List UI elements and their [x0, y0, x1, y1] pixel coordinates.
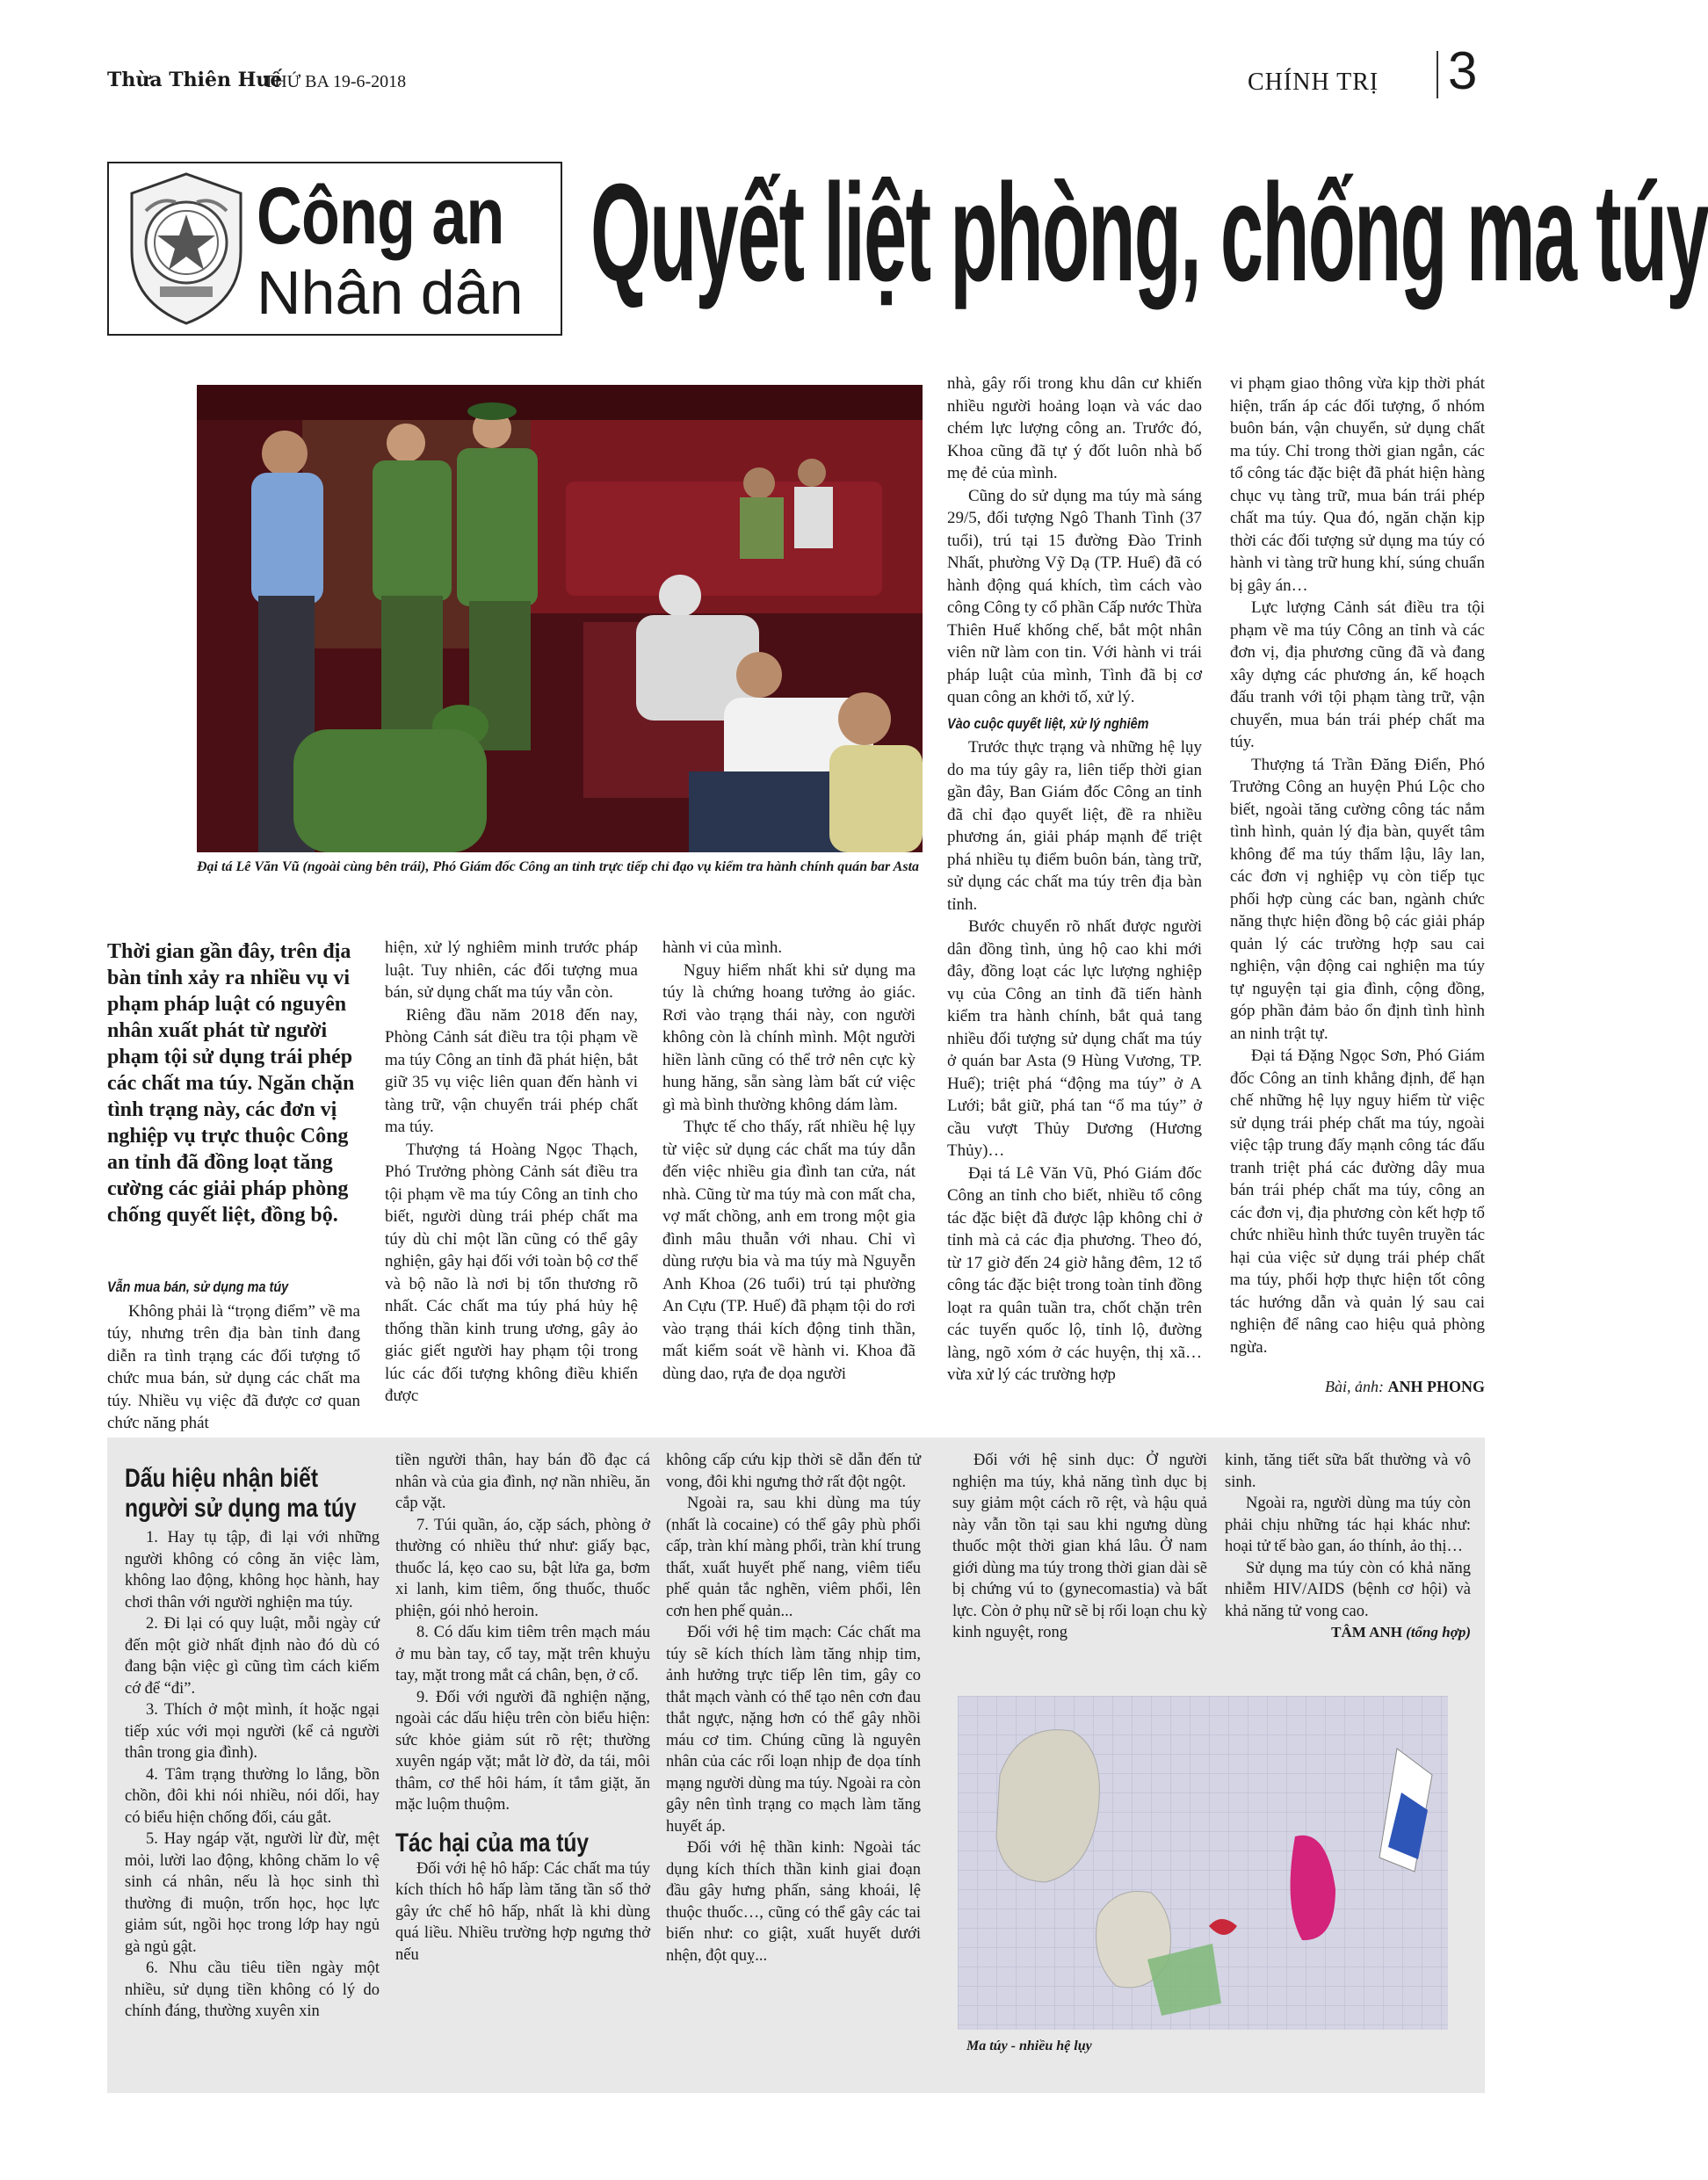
paragraph: Ngoài ra, sau khi dùng ma túy (nhất là cocaine) có thể gây phù phổi cấp, tràn khí màng phổi, tràn khí trung thất, xuất huyết phế nang, viêm tiểu phế quản tắc nghẽn, viêm phổi, lên cơn hen phế quản...: [666, 1495, 921, 1620]
paragraph: hiện, xử lý nghiêm minh trước pháp luật. Tuy nhiên, các đối tượng mua bán, sử dụng chất ma túy vẫn còn.: [385, 938, 638, 1002]
box-title-harm: Tác hại của ma túy: [395, 1828, 590, 1858]
paragraph: Trước thực trạng và những hệ lụy do ma túy gây ra, liên tiếp thời gian gần đây, Ban Giám đốc Công an tỉnh đã chỉ đạo quyết liệt, đề ra nhiều phương án, giải pháp mạnh để triệt phá nhiều tụ điểm buôn bán, tàng trữ, sử dụng các chất ma túy trên địa bàn tỉnh.: [947, 738, 1202, 914]
section-label: CHÍNH TRỊ: [1248, 69, 1379, 96]
list-item: 4. Tâm trạng thường lo lắng, bồn chồn, đôi khi nói nhiều, nói dối, hay có biểu hiện chống đối, cáu gắt.: [125, 1765, 380, 1827]
issue-date: THỨ BA 19-6-2018: [264, 72, 407, 91]
signature-note: (tổng hợp): [1406, 1624, 1471, 1640]
list-item: 7. Túi quần, áo, cặp sách, phòng ở thường có nhiều thứ như: giấy bạc, thuốc lá, kẹo cao su, bật lửa ga, bơm xi lanh, kim tiêm, ống thuốc, thuốc phiện, gói nhỏ heroin.: [395, 1516, 650, 1620]
masthead-divider: [1437, 51, 1438, 98]
byline: [1230, 1378, 1485, 1396]
box-title-line1: Dấu hiệu nhận biết: [125, 1464, 319, 1493]
logo-title-line1: Công an: [257, 171, 504, 261]
box-title-line2: người sử dụng ma túy: [125, 1494, 357, 1523]
paragraph: Riêng đầu năm 2018 đến nay, Phòng Cảnh sát điều tra tội phạm về ma túy Công an tỉnh đã phát hiện, bắt giữ 35 vụ việc liên quan đến hành vi tàng trữ, vận chuyển trái phép chất ma túy.: [385, 1005, 638, 1136]
article-column-4: [947, 373, 1202, 1387]
page-number: 3: [1448, 41, 1478, 100]
list-item: 8. Có dấu kim tiêm trên mạch máu ở mu bàn tay, cổ tay, mặt trên khuỷu tay, mặt trong mắt cá chân, bẹn, ở cổ.: [395, 1624, 650, 1684]
box-column-4: [952, 1450, 1207, 1644]
paragraph: Đối với hệ sinh dục: Ở người nghiện ma túy, khả năng tình dục bị suy giảm một cách rõ rệt, và hậu quả này vẫn tồn tại sau khi ngưng dùng thuốc một thời gian khá lâu. Ở nam giới dùng ma túy trong thời gian dài sẽ bị chứng vú to (gynecomastia) và bất lực. Còn ở phụ nữ sẽ bị rối loạn chu kỳ kinh nguyệt, rong: [952, 1452, 1207, 1641]
paragraph: không cấp cứu kịp thời sẽ dẫn đến tử vong, đôi khi ngưng thở rất đột ngột.: [666, 1452, 921, 1491]
drug-photo: [958, 1696, 1448, 2030]
box-column-1: [125, 1464, 380, 2023]
signature-name: TÂM ANH: [1331, 1624, 1402, 1640]
paragraph: Đối với hệ tim mạch: Các chất ma túy sẽ kích thích làm tăng nhịp tim, ảnh hưởng trực tiếp lên tim, gây co thắt mạch vành có thể tạo nên cơn đau thắt ngực, nặng hơn có thể gây nhồi máu cơ tim. Chúng cũng là nguyên nhân của các rối loạn nhịp đe dọa tính mạng người dùng ma túy. Ngoài ra còn gây nên tình trạng co mạch làm tăng huyết áp.: [666, 1624, 921, 1836]
logo-title-line2: Nhân dân: [257, 258, 524, 327]
article-column-2: [385, 937, 638, 1408]
box-column-3: [666, 1450, 921, 1966]
byline-name: ANH PHONG: [1387, 1378, 1485, 1395]
subheading-1: Vẫn mua bán, sử dụng ma túy: [107, 1278, 289, 1295]
lead-paragraph: Thời gian gần đây, trên địa bàn tỉnh xảy ra nhiều vụ vi phạm pháp luật có nguyên nhân xuất phát từ người phạm tội sử dụng trái phép các chất ma túy. Ngăn chặn tình trạng này, các đơn vị nghiệp vụ trực thuộc Công an tỉnh đã đồng loạt tăng cường các giải pháp phòng chống quyết liệt, đồng bộ.: [107, 940, 355, 1227]
police-emblem-icon: [125, 170, 248, 327]
paragraph: Thượng tá Hoàng Ngọc Thạch, Phó Trưởng phòng Cảnh sát điều tra tội phạm về ma túy Công an tỉnh cho biết, người dùng trái phép chất ma túy dù chỉ một lần cũng có thể gây nghiện, gây hại đối với toàn bộ cơ thể và bộ não là nơi bị tổn thương rõ nhất. Các chất ma túy phá hủy hệ thống thần kinh trung ương, gây ảo giác giết người hay phạm tội trong lúc các đối tượng không điều khiển được: [385, 1140, 638, 1405]
article-column-1: [107, 1272, 360, 1435]
newspaper-name: Thừa Thiên Huế: [107, 69, 283, 91]
paragraph: Cũng do sử dụng ma túy mà sáng 29/5, đối tượng Ngô Thanh Tình (37 tuổi), trú tại 15 đường Đào Trinh Nhất, phường Vỹ Dạ (TP. Huế) đã có hành động quá khích, tìm cách vào công Công ty cổ phần Cấp nước Thừa Thiên Huế khống chế, bắt một nhân viên nữ làm con tin. Với hành vi trái pháp luật của mình, Tình đã bị cơ quan công an khởi tố, xử lý.: [947, 486, 1202, 706]
list-item: 1. Hay tụ tập, đi lại với những người không có công ăn việc làm, không lao động, không học hành, hay chơi thân với người nghiện ma túy.: [125, 1529, 380, 1611]
paragraph: Ngoài ra, người dùng ma túy còn phải chịu những tác hại khác như: hoại tử tế bào gan, áo thính, ảo thị…: [1225, 1495, 1471, 1555]
drug-photo-caption: Ma túy - nhiều hệ lụy: [966, 2039, 1092, 2053]
paragraph: Sử dụng ma túy còn có khả năng nhiễm HIV/AIDS (bệnh cơ hội) và khả năng tử vong cao.: [1225, 1559, 1471, 1620]
paragraph: Lực lượng Cảnh sát điều tra tội phạm về ma túy Công an tỉnh và các đơn vị, địa phương cũng đã và đang xây dựng các phương án, kế hoạch đấu tranh với tội phạm tàng trữ, vận chuyển, mua bán trái phép chất ma túy.: [1230, 598, 1485, 751]
paragraph: Bước chuyển rõ nhất được người dân đồng tình, ủng hộ cao khi mới đây, đồng loạt các lực lượng nghiệp vụ của Công an tỉnh đã tiến hành kiểm tra hành chính, bắt quả tang nhiều đối tượng sử dụng chất ma túy ở quán bar Asta (9 Hùng Vương, TP. Huế); triệt phá “động ma túy” ở A Lưới; bắt giữ, phá tan “ổ ma túy” ở cầu vượt Thủy Dương (Hương Thủy)…: [947, 917, 1202, 1160]
list-item: 5. Hay ngáp vặt, người lừ đừ, mệt mỏi, lười lao động, không chăm lo vệ sinh cá nhân, nếu là học sinh thì thường đi muộn, trốn học, học lực giảm sút, ngồi học trong lớp hay ngủ gà ngủ gật.: [125, 1830, 380, 1956]
paragraph: Thượng tá Trần Đăng Điển, Phó Trưởng Công an huyện Phú Lộc cho biết, ngoài tăng cường công tác nắm tình hình, quản lý địa bàn, quyết tâm không để ma túy thẩm lậu, lây lan, các đơn vị nghiệp vụ còn tiếp tục phối hợp cùng các ban, ngành chức năng thực hiện đồng bộ các giải pháp quản lý các trường hợp sau cai nghiện, vận động cai nghiện ma túy tự nguyện tại gia đình, cộng đồng, góp phần đảm bảo ổn định tình hình an ninh trật tự.: [1230, 755, 1485, 1043]
article-column-5: [1230, 373, 1485, 1358]
box-column-5: [1225, 1450, 1471, 1644]
paragraph: nhà, gây rối trong khu dân cư khiến nhiều người hoảng loạn và vác dao chém lực lượng công an. Trước đó, Khoa cũng đã tự ý đốt luôn nhà bố mẹ đẻ của mình.: [947, 374, 1202, 482]
paragraph: Đối với hệ hô hấp: Các chất ma túy kích thích hô hấp làm tăng tần số thở gây ức chế hô hấp, nhất là khi dùng quá liều. Nhiều trường hợp ngưng thở nếu: [395, 1859, 650, 1964]
paragraph: kinh, tăng tiết sữa bất thường và vô sinh.: [1225, 1452, 1471, 1491]
paragraph: Nguy hiểm nhất khi sử dụng ma túy là chứng hoang tưởng ảo giác. Rơi vào trạng thái này, con người không còn là chính mình. Một người hiền lành cũng có thể trở nên cực kỳ hung hăng, sẵn sàng làm bất cứ việc gì mà bình thường không dám làm.: [662, 960, 916, 1114]
paragraph: Đại tá Đặng Ngọc Sơn, Phó Giám đốc Công an tỉnh khẳng định, để hạn chế những hệ lụy nguy hiểm từ việc sử dụng trái phép chất ma túy, ngoài việc tập trung đấy mạnh công tác đấu tranh triệt phá các đường dây mua bán trái phép chất ma túy, công an các đơn vị, địa phương còn kết hợp tổ chức nhiều hình thức tuyên truyền tác hại của việc sử dụng trái phép chất ma túy, phối hợp thực hiện tốt công tác hướng dẫn và quản lý sau cai nghiện để nâng cao hiệu quả phòng ngừa.: [1230, 1047, 1485, 1357]
subheading-2: Vào cuộc quyết liệt, xử lý nghiêm: [947, 714, 1149, 732]
paragraph: Không phải là “trọng điểm” về ma túy, nhưng trên địa bàn tỉnh đang diễn ra tình trạng các đối tượng tổ chức mua bán, sử dụng các chất ma túy. Nhiều vụ việc đã được cơ quan chức năng phát: [107, 1301, 360, 1432]
article-column-3: [662, 937, 916, 1385]
list-item: 3. Thích ở một mình, ít hoặc ngại tiếp xúc với mọi người (kể cả người thân trong gia đình).: [125, 1701, 380, 1762]
photo-caption: Đại tá Lê Văn Vũ (ngoài cùng bên trái), Phó Giám đốc Công an tỉnh trực tiếp chỉ đạo vụ kiểm tra hành chính quán bar Asta: [197, 859, 920, 874]
list-item: 2. Đi lại có quy luật, mỗi ngày cứ đến một giờ nhất định nào đó dù có đang bận việc gì cũng tìm cách kiếm cớ để “đi”.: [125, 1615, 380, 1698]
main-photo: [197, 385, 923, 852]
paragraph: Đại tá Lê Văn Vũ, Phó Giám đốc Công an tỉnh cho biết, nhiều tổ công tác đặc biệt đã được lập không chỉ ở tỉnh mà cả các địa phương. Theo đó, từ 17 giờ đến 24 giờ hằng đêm, 12 tổ công tác đặc biệt trong toàn tỉnh đồng loạt ra quân tuần tra, chốt chặn trên các tuyến quốc lộ, tỉnh lộ, đường làng, ngõ xóm ở các huyện, thị xã… vừa xử lý các trường hợp: [947, 1163, 1202, 1384]
box-column-2: [395, 1450, 650, 1966]
paragraph: Đối với hệ thần kinh: Ngoài tác dụng kích thích thần kinh giai đoạn đầu gây hưng phấn, sảng khoái, lệ thuộc thuốc…, cũng có thể gây các tai biến như: co giật, xuất huyết dưới nhện, đột quỵ...: [666, 1839, 921, 1965]
box-signature: [1225, 1622, 1471, 1644]
headline: Quyết liệt phòng, chống ma túy: [590, 156, 1708, 310]
list-item: tiền người thân, hay bán đồ đạc cá nhân và của gia đình, nợ nần nhiều, ăn cắp vặt.: [395, 1452, 650, 1512]
paragraph: Thực tế cho thấy, rất nhiều hệ lụy từ việc sử dụng các chất ma túy dẫn đến việc nhiều gia đình tan cửa, nát nhà. Cũng từ ma túy mà con mất cha, vợ mất chồng, anh em trong một gia đình mâu thuẫn với nhau. Chỉ vì dùng rượu bia và ma túy mà Nguyễn Anh Khoa (26 tuổi) trú tại phường An Cựu (TP. Huế) đã phạm tội do rơi vào trạng thái kích động tinh thần, mất kiểm soát về hành vi. Khoa đã dùng dao, rựa đe dọa người: [662, 1118, 916, 1383]
byline-label: Bài, ảnh:: [1325, 1378, 1384, 1395]
paragraph: vi phạm giao thông vừa kịp thời phát hiện, trấn áp các đối tượng, ổ nhóm buôn bán, vận chuyển, sử dụng chất ma túy. Chỉ trong thời gian ngắn, các tổ công tác đặc biệt đã phát hiện hàng chục vụ tàng trữ, mua bán trái phép chất ma túy. Qua đó, ngăn chặn kịp thời các đối tượng sử dụng ma túy có hành vi tàng trữ hung khí, súng chuẩn bị gây án…: [1230, 374, 1485, 595]
paragraph: hành vi của mình.: [662, 938, 783, 957]
list-item: 9. Đối với người đã nghiện nặng, ngoài các dấu hiệu trên còn biểu hiện: sức khỏe giảm sút rõ rệt; thường xuyên ngáp vặt; mắt lờ đờ, da tái, môi thâm, cơ thể hôi hám, ít tắm giặt, ăn mặc luộm thuộm.: [395, 1688, 650, 1814]
list-item: 6. Nhu cầu tiêu tiền ngày một nhiều, sử dụng tiền không có lý do chính đáng, thường xuyên xin: [125, 1959, 380, 2020]
